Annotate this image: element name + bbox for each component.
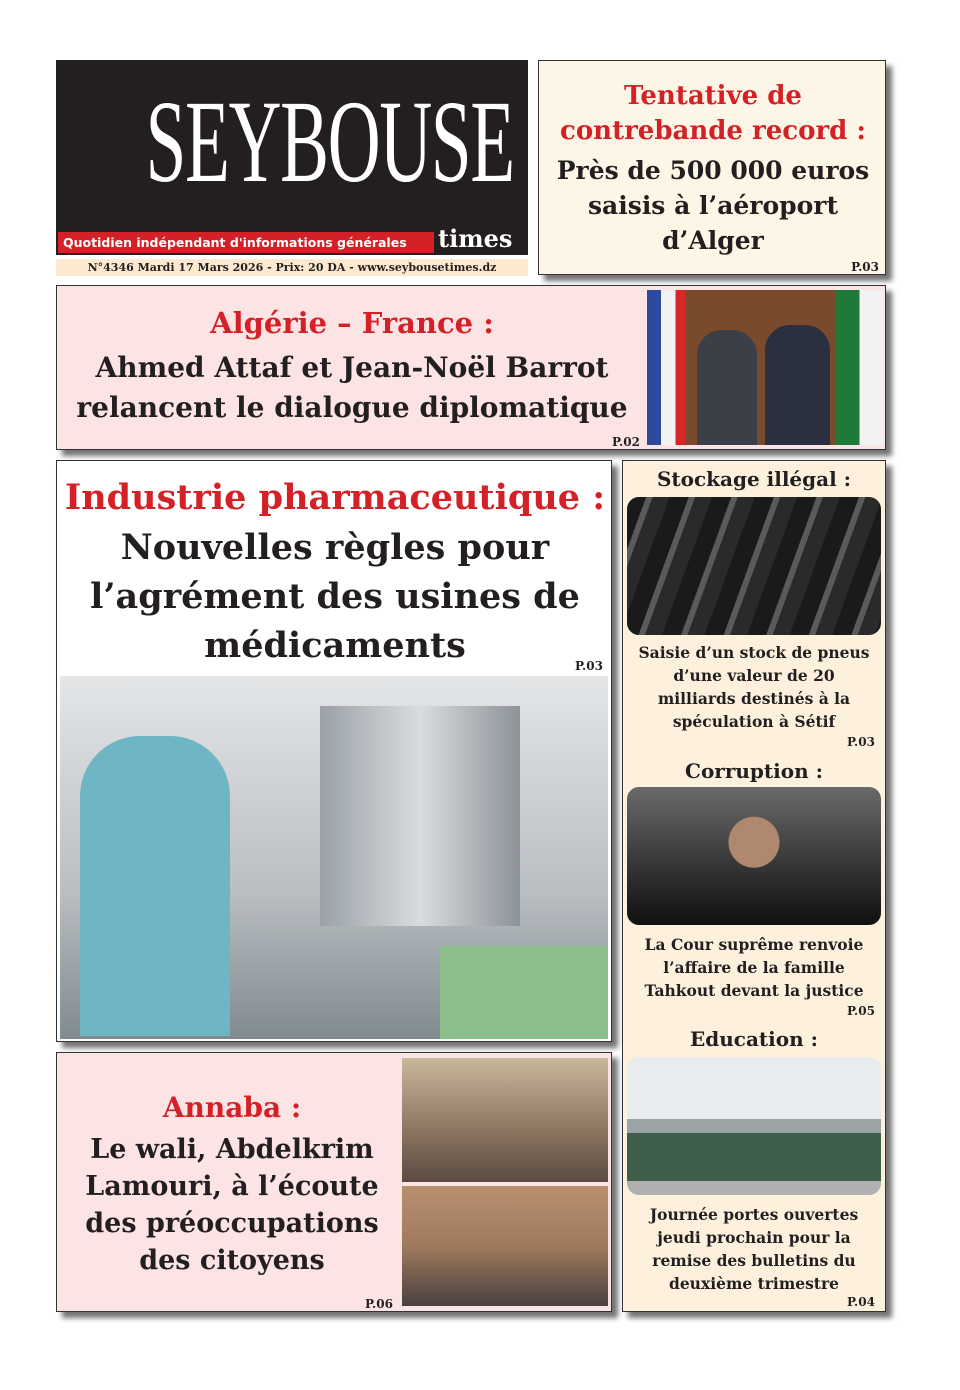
photo-ministry xyxy=(627,1057,881,1195)
kicker: Tentative de contrebande record : xyxy=(560,81,866,146)
kicker: Corruption : xyxy=(685,759,823,783)
kicker: Stockage illégal : xyxy=(656,467,852,491)
page-ref: P.03 xyxy=(851,260,879,274)
sidebar-stories xyxy=(622,460,886,1312)
masthead xyxy=(56,60,528,255)
kicker: Industrie pharmaceutique : xyxy=(64,477,606,518)
photo-meeting xyxy=(402,1058,608,1182)
page-ref: P.03 xyxy=(575,659,603,673)
kicker: Education : xyxy=(690,1027,818,1051)
times-label: times xyxy=(438,224,513,253)
photo-citizens xyxy=(402,1186,608,1306)
headline: Journée portes ouvertes jeudi prochain pour la remise des bulletins du deuxième trimestre xyxy=(649,1205,859,1293)
photo-handshake xyxy=(647,290,883,445)
kicker: Algérie – France : xyxy=(210,306,494,340)
page-ref: P.02 xyxy=(612,435,640,449)
story-annaba[interactable] xyxy=(56,1052,612,1312)
page-ref: P.06 xyxy=(365,1297,393,1311)
story-algerie-france[interactable] xyxy=(56,285,886,450)
headline: Ahmed Attaf et Jean-Noël Barrot relancent le dialogue diplomatique xyxy=(76,351,628,424)
page-ref: P.03 xyxy=(847,735,875,749)
issue-line: N°4346 Mardi 17 Mars 2026 - Prix: 20 DA - www.seybousetimes.dz xyxy=(56,259,528,276)
page-ref: P.05 xyxy=(847,1004,875,1018)
story-contrebande[interactable] xyxy=(538,60,886,275)
photo-tires xyxy=(627,497,881,635)
headline: La Cour suprême renvoie l’affaire de la famille Tahkout devant la justice xyxy=(644,935,864,1000)
headline: Près de 500 000 euros saisis à l’aéroport d’Alger xyxy=(556,156,870,255)
photo-pharma-lab xyxy=(60,676,608,1039)
logo: SEYBOUSE xyxy=(145,76,514,207)
story-pharma[interactable] xyxy=(56,460,612,1042)
headline: Nouvelles règles pour l’agrément des usines de médicaments xyxy=(90,527,580,666)
page-ref: P.04 xyxy=(847,1295,875,1309)
kicker: Annaba : xyxy=(162,1091,302,1124)
headline: Saisie d’un stock de pneus d’une valeur de 20 milliards destinés à la spéculation à Sétif xyxy=(638,643,870,731)
tagline: Quotidien indépendant d'informations générales xyxy=(58,232,434,253)
headline: Le wali, Abdelkrim Lamouri, à l’écoute des préoccupations des citoyens xyxy=(85,1134,379,1276)
photo-court xyxy=(627,787,881,925)
